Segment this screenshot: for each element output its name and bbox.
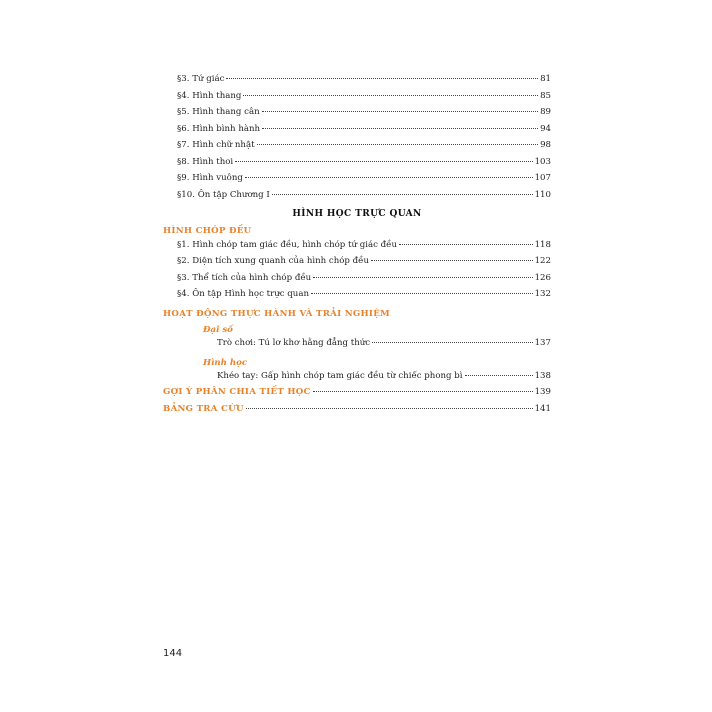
dot-leader xyxy=(235,161,532,162)
toc-entry-label: §8. Hình thoi xyxy=(177,156,234,167)
toc-entry-page: 122 xyxy=(534,256,551,266)
dot-leader xyxy=(313,391,533,392)
toc-entry-page: 110 xyxy=(534,189,551,200)
toc-entry-page: 103 xyxy=(534,156,551,167)
toc-entry-label: Khéo tay: Gấp hình chóp tam giác đều từ chiếc phong bì xyxy=(217,370,463,381)
dot-leader xyxy=(465,375,533,376)
dot-leader xyxy=(399,244,533,245)
dot-leader xyxy=(262,111,538,112)
dot-leader xyxy=(371,260,533,261)
subsection-geometry: Hình học xyxy=(203,357,248,368)
toc-entry-page: 132 xyxy=(534,289,551,299)
toc-entry-index[interactable] xyxy=(163,404,551,421)
toc-entry-label: §3. Thể tích của hình chóp đều xyxy=(177,272,312,283)
subsection-algebra: Đại số xyxy=(203,325,233,335)
toc-entry-lesson-plan[interactable] xyxy=(163,387,551,404)
toc-entry[interactable] xyxy=(163,190,551,207)
toc-entry-label: §5. Hình thang cân xyxy=(177,107,260,117)
toc-entry-page: 94 xyxy=(540,123,551,134)
section-heading-activities[interactable]: HOẠT ĐỘNG THỰC HÀNH VÀ TRẢI NGHIỆM xyxy=(163,308,390,319)
toc-entry-label: Trò chơi: Tú lơ khơ hằng đẳng thức xyxy=(217,338,371,348)
dot-leader xyxy=(372,342,532,343)
toc-entry[interactable] xyxy=(163,91,551,108)
toc-entry-page: 137 xyxy=(534,338,551,348)
toc-entry-label: §4. Hình thang xyxy=(177,90,242,101)
toc-entry-label: BẢNG TRA CỨU xyxy=(163,403,244,414)
toc-entry-page: 139 xyxy=(534,387,551,397)
toc-entry[interactable] xyxy=(163,289,551,306)
toc-entry-page: 107 xyxy=(534,173,551,183)
toc-entry-label: §6. Hình bình hành xyxy=(177,123,261,134)
toc-entry-label: §4. Ôn tập Hình học trực quan xyxy=(177,289,309,299)
section-heading-pyramids[interactable]: HÌNH CHÓP ĐỀU xyxy=(163,226,252,236)
dot-leader xyxy=(272,194,533,195)
dot-leader xyxy=(257,144,539,145)
toc-entry-label: §3. Tứ giác xyxy=(177,74,225,84)
dot-leader xyxy=(226,78,538,79)
toc-entry-label: §2. Diện tích xung quanh của hình chóp đều xyxy=(177,256,369,266)
toc-entry-label: §7. Hình chữ nhật xyxy=(177,140,255,150)
toc-entry[interactable] xyxy=(163,273,551,290)
toc-entry-page: 98 xyxy=(540,140,551,150)
toc-entry[interactable] xyxy=(163,157,551,174)
dot-leader xyxy=(246,408,533,409)
toc-entry[interactable] xyxy=(163,256,551,273)
toc-entry[interactable] xyxy=(163,107,551,124)
dot-leader xyxy=(313,277,532,278)
dot-leader xyxy=(311,293,533,294)
toc-entry-page: 81 xyxy=(540,74,551,84)
dot-leader xyxy=(245,177,533,178)
toc-entry-page: 118 xyxy=(534,239,551,250)
toc-entry[interactable] xyxy=(163,338,551,355)
page-number: 144 xyxy=(163,648,183,659)
toc-entry-page: 141 xyxy=(534,403,551,414)
toc-entry-label: §10. Ôn tập Chương I xyxy=(177,189,270,200)
dot-leader xyxy=(262,128,538,129)
toc-entry-label: GỢI Ý PHÂN CHIA TIẾT HỌC xyxy=(163,387,311,397)
toc-entry[interactable] xyxy=(163,371,551,388)
toc-entry-page: 85 xyxy=(540,90,551,101)
section-heading-visual-geometry: HÌNH HỌC TRỰC QUAN xyxy=(292,209,422,219)
toc-entry-label: §9. Hình vuông xyxy=(177,173,243,183)
table-of-contents xyxy=(163,74,551,420)
toc-entry[interactable] xyxy=(163,74,551,91)
toc-entry-page: 126 xyxy=(534,272,551,283)
dot-leader xyxy=(243,95,538,96)
toc-entry[interactable] xyxy=(163,240,551,257)
toc-entry[interactable] xyxy=(163,173,551,190)
toc-entry-page: 138 xyxy=(534,370,551,381)
toc-entry-page: 89 xyxy=(540,107,551,117)
toc-entry[interactable] xyxy=(163,124,551,141)
toc-entry-label: §1. Hình chóp tam giác đều, hình chóp tứ giác đều xyxy=(177,239,397,250)
toc-entry[interactable] xyxy=(163,140,551,157)
